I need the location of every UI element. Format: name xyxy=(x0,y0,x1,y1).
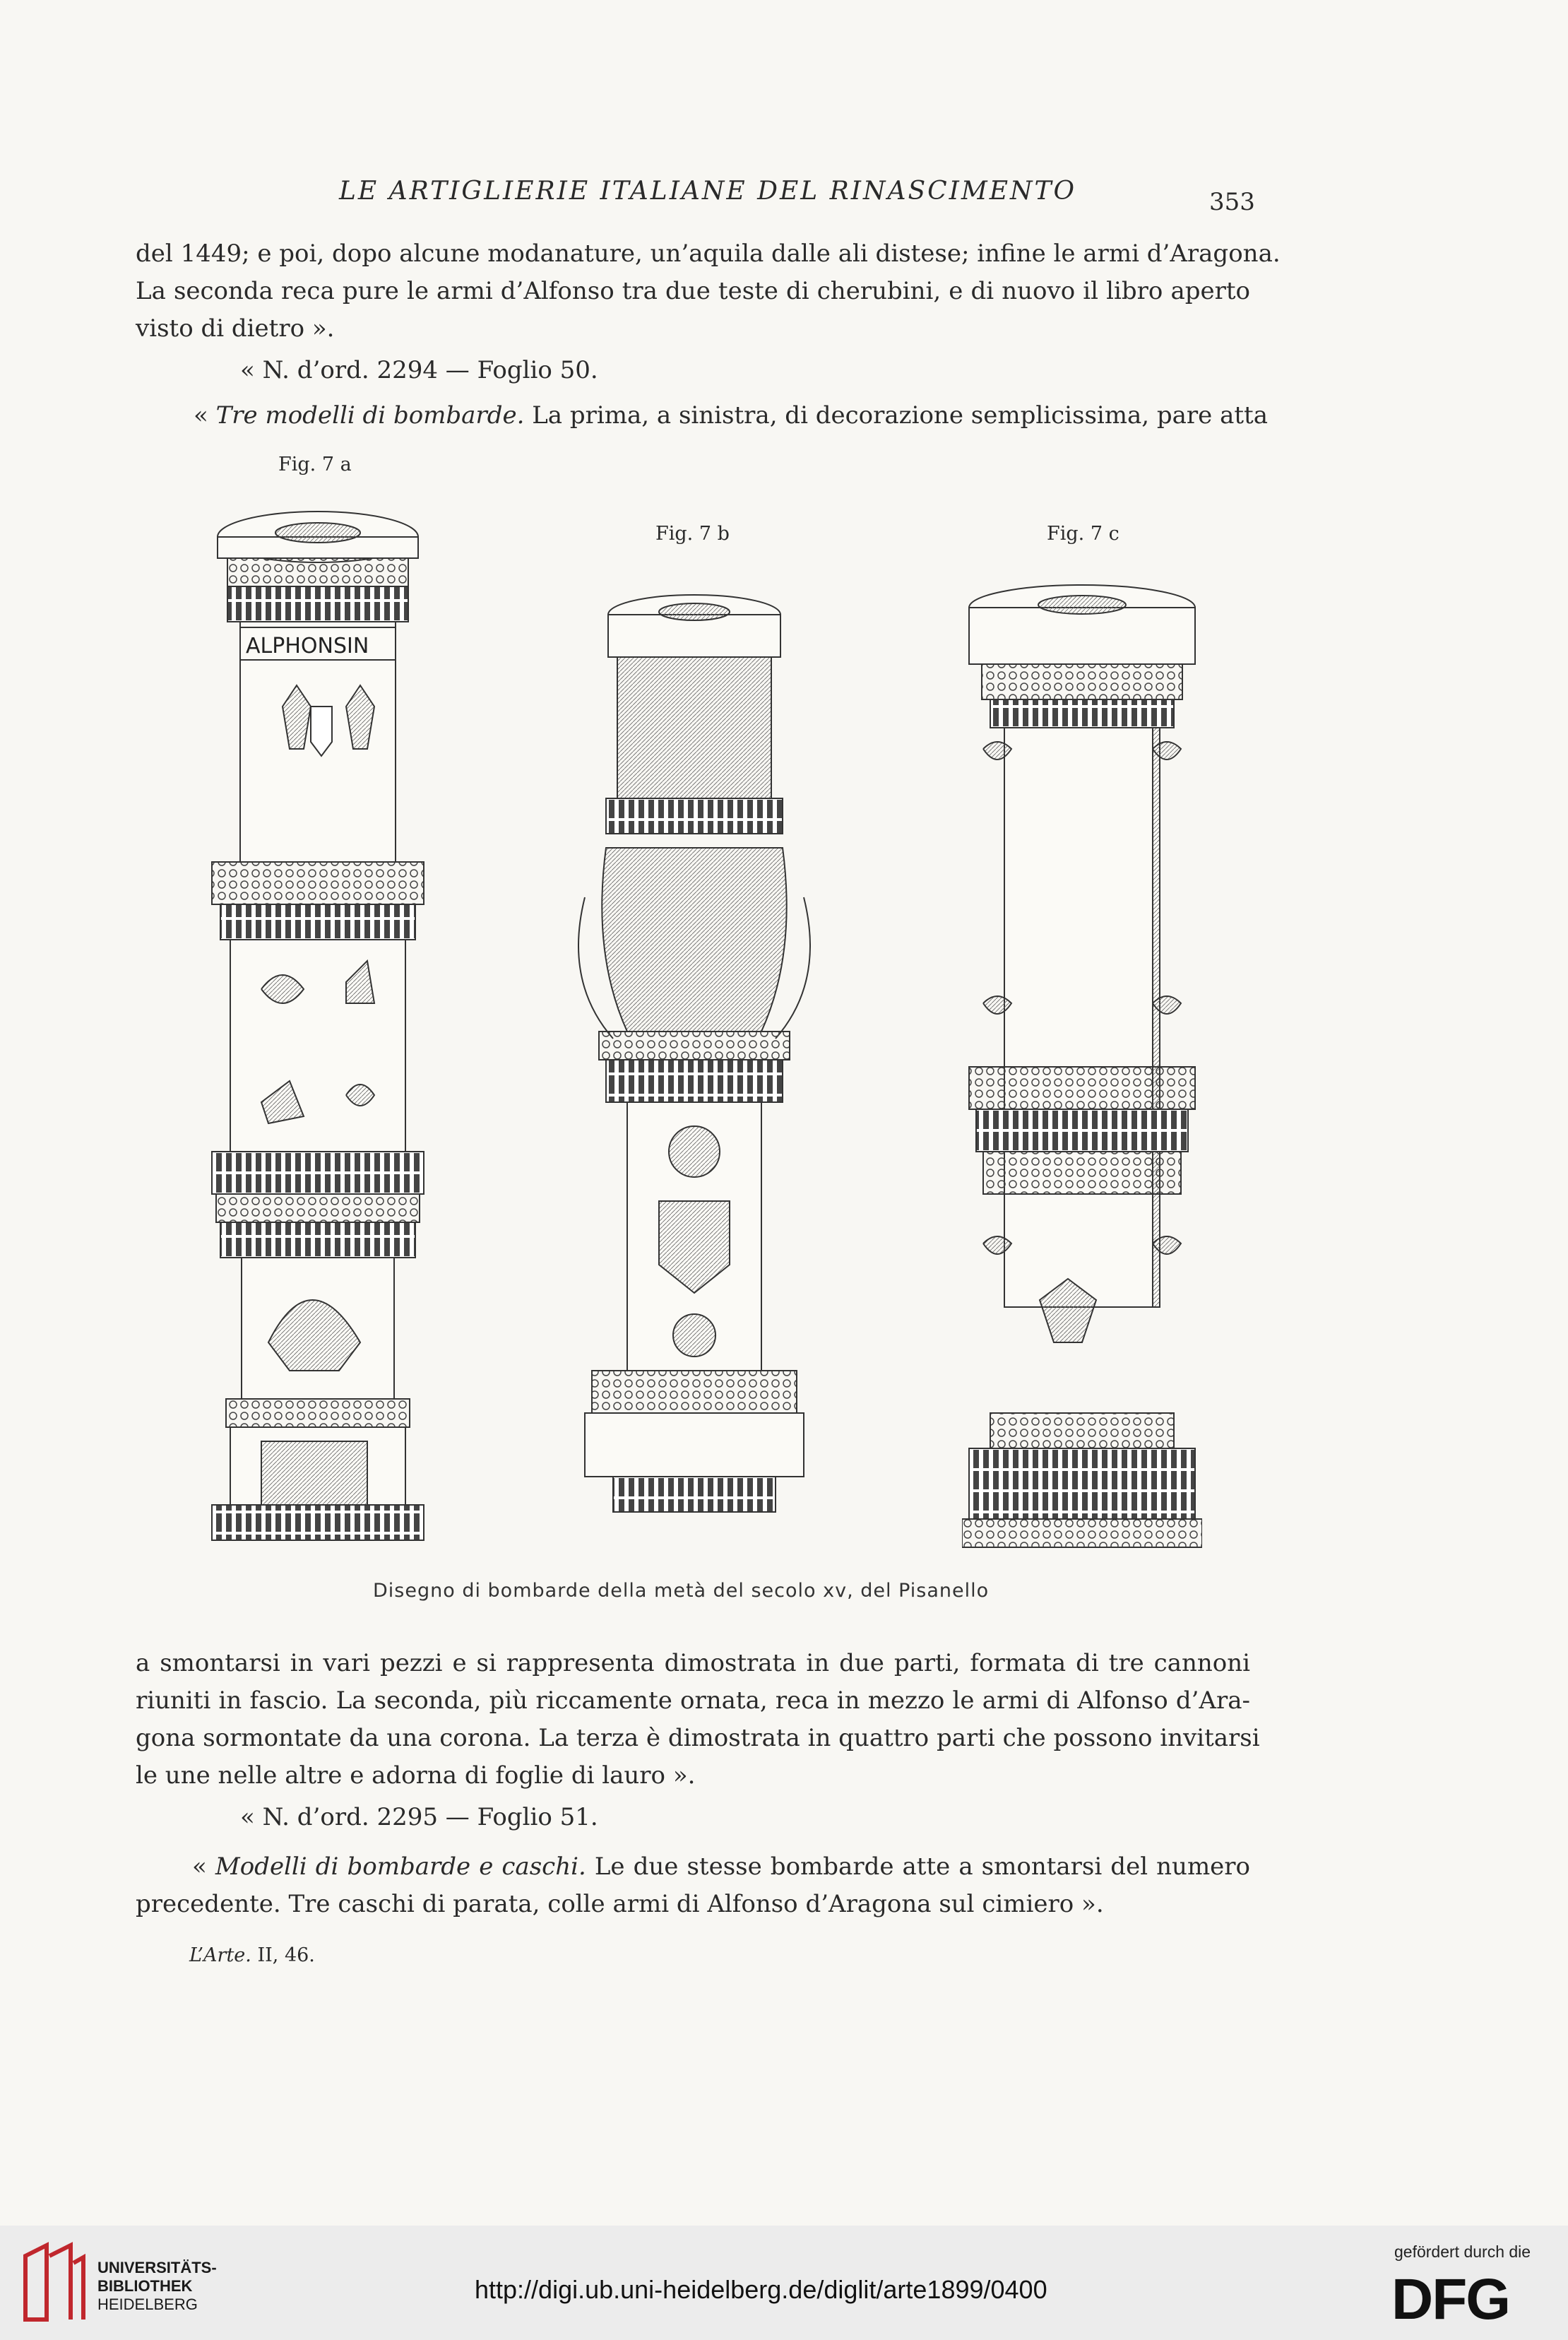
footnote-ref: II, 46. xyxy=(251,1944,315,1966)
text-line: a smontarsi in vari pezzi e si rappresenta dimostrata in due parti, formata di tre cannoni xyxy=(136,1649,1250,1677)
library-logo-icon xyxy=(18,2242,89,2325)
top-paragraph xyxy=(136,235,1281,348)
open-quote: « xyxy=(192,1852,215,1881)
tre-modelli-line xyxy=(194,401,1268,430)
entry-2295: « N. d’ord. 2295 — Foglio 51. xyxy=(240,1803,598,1831)
bombard-7c-drawing xyxy=(962,579,1202,1554)
italic-title: Tre modelli di bombarde. xyxy=(215,401,525,430)
text-line: La seconda reca pure le armi d’Alfonso tra due teste di cherubini, e di nuovo il libro aperto xyxy=(136,277,1250,305)
inscription-text: ALPHONSIN xyxy=(246,634,369,658)
page-number: 353 xyxy=(1209,188,1255,216)
italic-title: Modelli di bombarde e caschi. xyxy=(215,1852,586,1881)
library-line: BIBLIOTHEK xyxy=(97,2277,193,2295)
text-line: le une nelle altre e adorna di foglie di lauro ». xyxy=(136,1761,696,1790)
entry-2294: « N. d’ord. 2294 — Foglio 50. xyxy=(240,356,598,384)
line-text: Le due stesse bombarde atte a smontarsi del numero xyxy=(586,1852,1251,1881)
text-line: riuniti in fascio. La seconda, più riccamente ornata, reca in mezzo le armi di Alfonso d’Ara- xyxy=(136,1686,1250,1715)
figure-caption: Disegno di bombarde della metà del secolo xv, del Pisanello xyxy=(373,1580,990,1602)
dfg-logo: DFG xyxy=(1391,2267,1510,2332)
library-line: HEIDELBERG xyxy=(97,2295,198,2313)
fig-7b-label: Fig. 7 b xyxy=(655,523,730,545)
footnote-journal: L’Arte. xyxy=(189,1944,251,1966)
line-text: La prima, a sinistra, di decorazione semplicissima, pare atta xyxy=(524,401,1268,430)
bombard-7a-drawing xyxy=(205,495,431,1554)
bombard-7b-drawing xyxy=(578,586,811,1526)
footnote xyxy=(189,1944,315,1966)
fig-7a-label: Fig. 7 a xyxy=(278,454,352,475)
funded-by-label: gefördert durch die xyxy=(1394,2242,1531,2261)
middle-paragraph xyxy=(136,1645,1260,1795)
library-line: UNIVERSITÄTS- xyxy=(97,2259,217,2276)
text-line: visto di dietro ». xyxy=(136,314,335,343)
fig-7c-label: Fig. 7 c xyxy=(1047,523,1119,545)
modelli-paragraph xyxy=(136,1848,1250,1923)
text-line: del 1449; e poi, dopo alcune modanature, un’aquila dalle ali distese; infine le armi d’Aragona. xyxy=(136,240,1281,268)
library-name xyxy=(97,2259,217,2314)
modelli-line xyxy=(136,1848,1250,1886)
text-line: precedente. Tre caschi di parata, colle armi di Alfonso d’Aragona sul cimiero ». xyxy=(136,1890,1104,1918)
running-title: LE ARTIGLIERIE ITALIANE DEL RINASCIMENTO xyxy=(339,177,1077,206)
digital-object-url[interactable]: http://digi.ub.uni-heidelberg.de/diglit/arte1899/0400 xyxy=(475,2275,1047,2304)
text-line: gona sormontate da una corona. La terza è dimostrata in quattro parti che possono invitarsi xyxy=(136,1724,1260,1752)
open-quote: « xyxy=(194,401,216,430)
